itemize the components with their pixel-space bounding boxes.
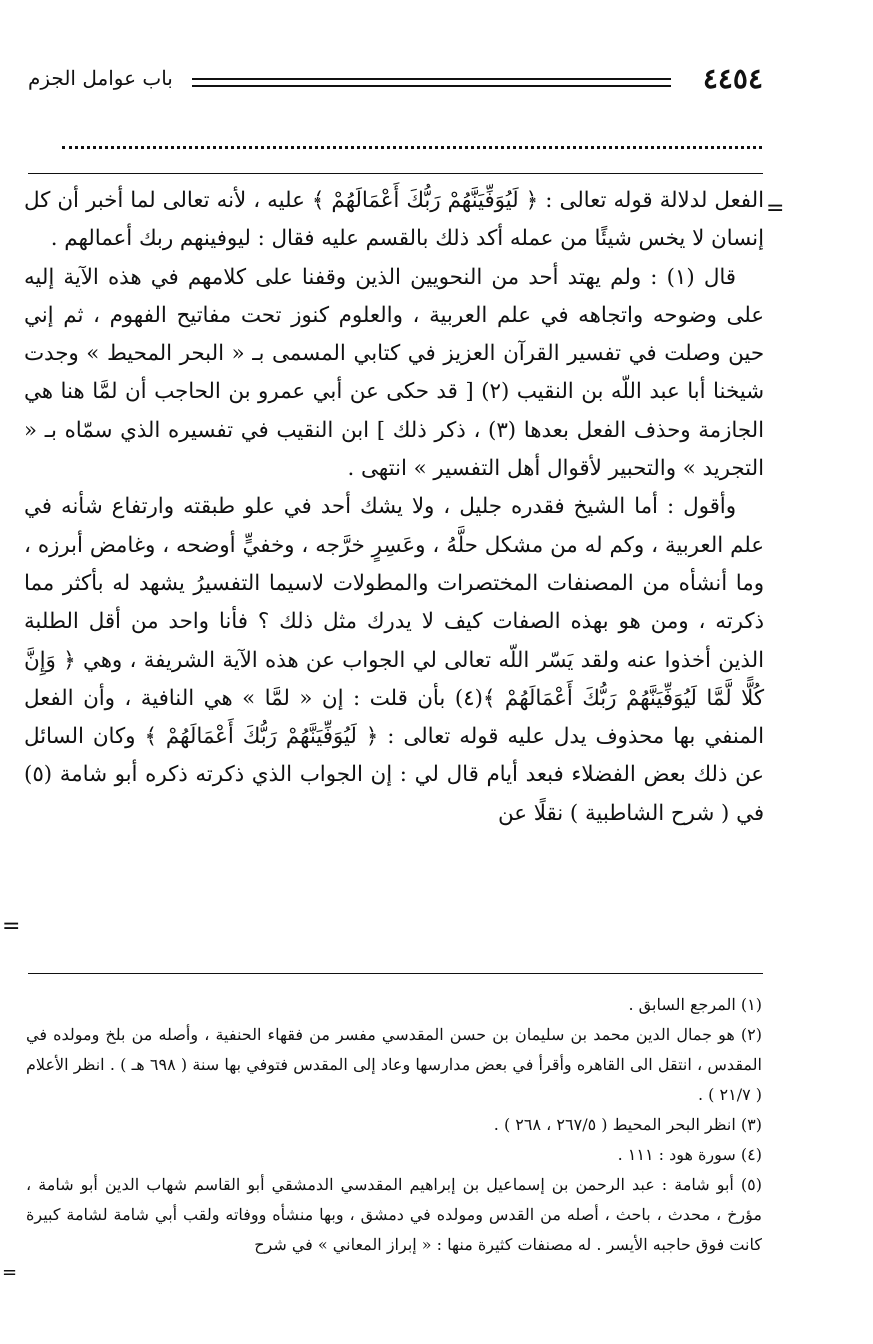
footnote: (٢) هو جمال الدين محمد بن سليمان بن حسن المقدسي مفسر من فقهاء الحنفية ، وأصله من بلخ ومولده في المقدس ، انتقل الى القاهره وأقرأ في بعض مدارسها وعاد إلى المقدس فتوفي بها سنة ( ٦٩٨ هـ ) . انظر الأعلام ( ٢١/٧ ) . [26,1025,762,1104]
footnote: (٤) سورة هود : ١١١ . [617,1145,762,1164]
footnote: (٥) أبو شامة : عبد الرحمن بن إسماعيل بن إبراهيم المقدسي الدمشقي أبو القاسم شهاب الدين أبو شامة ، مؤرخ ، محدث ، باحث ، أصله من القدس ومولده في دمشق ، وبها منشأه ووفاته ولقب أبي شامة لشامة كبيرة كانت فوق حاجبه الأيسر . له مصنفات كثيرة منها : « إبراز المعاني » في شرح [26,1175,762,1254]
paragraph: وأقول : أما الشيخ فقدره جليل ، ولا يشك أحد في علو طبقته وارتفاع شأنه في علم العربية ، وكم له من مشكل حلَّهُ ، وعَسِرٍ خرَّجه ، وخفيٍّ أوضحه ، وغامض أبرزه ، وما أنشأه من المصنفات المختصرات والمطولات لاسيما التفسيرُ يشهد له بأكثر مما ذكرته ، ومن هو بهذه الصفات كيف لا يدرك مثل ذلك ؟ فأنا واحد من أقل الطلبة الذين أخذوا عنه ولقد يَسّر اللّه تعالى لي الجواب عن هذه الآية الشريفة ، وهي ﴿ وَإِنَّ كُلًّا لَّمَّا لَيُوَفِّيَنَّهُمْ رَبُّكَ أَعْمَالَهُمْ ﴾(٤) بأن قلت : إن « لمَّا » هي النافية ، وأن الفعل المنفي بها محذوف يدل عليه قوله تعالى : ﴿ لَيُوَفِّيَنَّهُمْ رَبُّكَ أَعْمَالَهُمْ ﴾ وكان السائل عن ذلك بعض الفضلاء فبعد أيام قال لي : إن الجواب الذي ذكرته ذكره أبو شامة (٥) في ( شرح الشاطبية ) نقلًا عن [24,494,765,826]
main-text [24,182,764,833]
page-header [28,62,763,102]
footnote-separator [28,973,763,974]
paragraph: الفعل لدلالة قوله تعالى : ﴿ لَيُوَفِّيَنَّهُمْ رَبُّكَ أَعْمَالَهُمْ ﴾ عليه ، لأنه تعالى لما أخبر أن كل إنسان لا يخس شيئًا من عمله أكد ذلك بالقسم عليه فقال : ليوفينهم ربك أعمالهم . [24,188,764,252]
paragraph: قال (١) : ولم يهتد أحد من النحويين الذين وقفنا على كلامهم في هذه الآية إليه على وضوحه واتجاهه في علم العربية ، والعلوم كنوز تحت مفاتيح الفهوم ، ثم إني حين وصلت في تفسير القرآن العزيز في كتابي المسمى بـ « البحر المحيط » وجدت شيخنا أبا عبد اللّه بن النقيب (٢) [ قد حكى عن أبي عمرو بن الحاجب أن لمَّا هنا هي الجازمة وحذف الفعل بعدها (٣) ، ذكر ذلك ] ابن النقيب في تفسيره الذي سمّاه بـ « التجريد » والتحبير لأقوال أهل التفسير » انتهى . [24,264,764,482]
chapter-title: باب عوامل الجزم [28,66,173,90]
page-number: ٤٤٥٤ [702,62,763,95]
header-double-rule [192,78,671,87]
footnote-continuation-mark: = [2,1262,18,1283]
continuation-mark-bottom: = [2,914,21,939]
footnote: (١) المرجع السابق . [628,995,762,1014]
footnote: (٣) انظر البحر المحيط ( ٢٦٧/٥ ، ٢٦٨ ) . [493,1115,762,1134]
section-rule [28,173,763,174]
dotted-separator [62,146,762,149]
footnotes [26,990,762,1260]
continuation-mark-top: = [766,196,785,221]
